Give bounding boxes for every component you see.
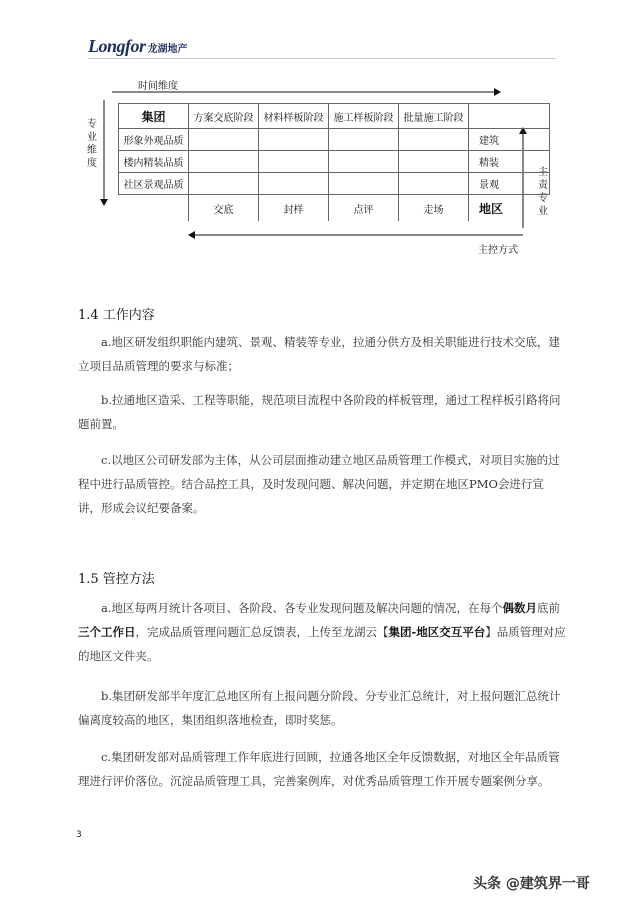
specialty-dimension-label: 专业维度 [87,119,97,169]
watermark: 头条 @建筑界一哥 [473,876,590,892]
section-title-1-5: 1.5 管控方法 [78,572,155,587]
matrix-row-label: 形象外观品质 [119,129,189,151]
matrix-footer-cell: 交底 [189,195,259,222]
matrix-footer-cell: 点评 [329,195,399,222]
matrix-header-cell: 材料样板阶段 [259,104,329,129]
matrix-header-empty [469,104,550,129]
paragraph-1-5-b: b.集团研发部半年度汇总地区所有上报问题分阶段、分专业汇总统计，对上报问题汇总统计偏离度较高的地区，集团组织落地检查，即时奖惩。 [78,689,561,727]
control-mode-label: 主控方式 [478,245,518,256]
matrix-row [119,173,550,195]
matrix-row [119,129,550,151]
paragraph-1-4-a: a.地区研发组织职能内建筑、景观、精装等专业，拉通分供方及相关职能进行技术交底，建立项目品质管理的要求与标准； [78,335,561,373]
matrix-header-cell: 方案交底阶段 [189,104,259,129]
matrix-footer-cell: 走场 [399,195,469,222]
matrix-row [119,151,550,173]
matrix-row-specialty: 景观 [469,173,550,195]
matrix-header-cell: 集团 [119,104,189,129]
paragraph-1-4-b: b.拉通地区造采、工程等职能，规范项目流程中各阶段的样板管理，通过工程样板引路将问题前置。 [78,393,561,431]
page-number: 3 [76,830,82,840]
matrix-footer-cell: 地区 [469,195,550,222]
matrix-row-specialty: 建筑 [469,129,550,151]
matrix-header-row [119,104,550,129]
matrix-row-label: 楼内精装品质 [119,151,189,173]
paragraph-1-4-c: c.以地区公司研发部为主体，从公司层面推动建立地区品质管理工作模式，对项目实施的过程中进行品质管控。结合品控工具，及时发现问题、解决问题，并定期在地区PMO会进行宣讲，形成会议纪要备案。 [78,453,560,515]
time-dimension-label: 时间维度 [138,81,178,92]
matrix-header-cell: 批量施工阶段 [399,104,469,129]
paragraph-1-5-c: c.集团研发部对品质管理工作年底进行回顾，拉通各地区全年反馈数据，对地区全年品质管理进行评价落位。沉淀品质管理工具，完善案例库，对优秀品质管理工作开展专题案例分享。 [78,750,560,788]
matrix-footer-row [119,195,550,222]
matrix-header-cell: 施工样板阶段 [329,104,399,129]
matrix-footer-cell: 封样 [259,195,329,222]
paragraph-1-5-a: a.地区每两月统计各项目、各阶段、各专业发现问题及解决问题的情况，在每个偶数月底前三个工作日，完成品质管理问题汇总反馈表，上传至龙湖云【集团-地区交互平台】品质管理对应的地区文件夹。 [78,601,566,663]
matrix-row-specialty: 精装 [469,151,550,173]
matrix-row-label: 社区景观品质 [119,173,189,195]
owner-specialty-label: 主责专业 [538,167,548,217]
logo-text: Longfor [88,36,146,56]
matrix-footer-empty [119,195,189,222]
section-title-1-4: 1.4 工作内容 [78,308,155,323]
logo-cn: 龙湖地产 [147,44,188,55]
quality-matrix [118,103,550,221]
